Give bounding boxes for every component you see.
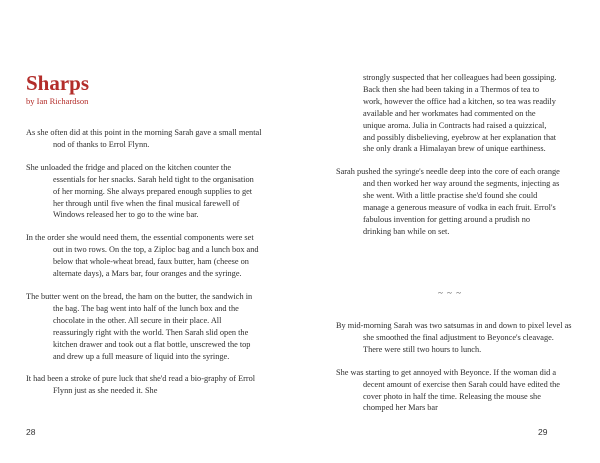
- paragraph: As she often did at this point in the morning Sarah gave a small mental nod of thanks to Errol Flynn.: [26, 128, 262, 149]
- paragraph: The butter went on the bread, the ham on the butter, the sandwich in the bag. The bag went into half of the lunch box and the chocolate in the other. All secure in their place. All reassuringly right with the world. Then Sarah slid open the kitchen drawer and took out a flat bottle, unscrewed the top and drew up a full measure of liquid into the syringe.: [26, 291, 253, 361]
- page-number-right: 29: [538, 427, 548, 437]
- right-page-body-top: [336, 72, 560, 249]
- right-page-body-bottom: [336, 320, 572, 425]
- paragraph: It had been a stroke of pure luck that she'd read a bio-graphy of Errol Flynn just as she needed it. She: [26, 374, 256, 396]
- paragraph: By mid-morning Sarah was two satsumas in and down to pixel level as she smoothed the final adjustment to Beyonce's cleavage. There were still two hours to lunch.: [336, 321, 572, 354]
- right-page: [300, 0, 600, 463]
- left-page-body: [26, 127, 262, 408]
- story-title: Sharps: [26, 71, 90, 95]
- paragraph-continuation: strongly suspected that her colleagues had been gossiping. Back then she had been taking in a Thermos of tea to work, however the office had a kitchen, so tea was readily available and her workmates had commented on the unique aroma. Julia in Contracts had raised a quizzical, and possibly disbelieving, eyebrow at her explanation that she only drank a Himalayan brew of unique earthiness.: [363, 73, 557, 154]
- page-number-left: 28: [26, 427, 36, 437]
- story-byline: by Ian Richardson: [26, 96, 89, 106]
- paragraph: She unloaded the fridge and placed on the kitchen counter the essentials for her snacks. Sarah held tight to the organisation of her morning. She always prepared enough supplies to get her through until five when the final musical farewell of Windows released her to go to the wine bar.: [26, 162, 254, 220]
- section-divider: ~ ~ ~: [437, 288, 463, 298]
- paragraph: In the order she would need them, the essential components were set out in two rows. On the top, a Ziploc bag and a lunch box and below that whole-wheat bread, faux butter, ham (cheese on alternate days), a Mars bar, four oranges and the syringe.: [26, 233, 259, 279]
- paragraph: Sarah pushed the syringe's needle deep into the core of each orange and then worked her way around the segments, injecting as she went. With a little practise she'd found she could manage a generous measure of vodka in each fruit. Errol's fabulous invention for getting around a prudish no drinking ban while on set.: [336, 167, 560, 236]
- paragraph: She was starting to get annoyed with Beyonce. If the woman did a decent amount of exercise then Sarah could have edited the cover photo in half the time. Releasing the mouse she chomped her Mars bar: [336, 367, 560, 413]
